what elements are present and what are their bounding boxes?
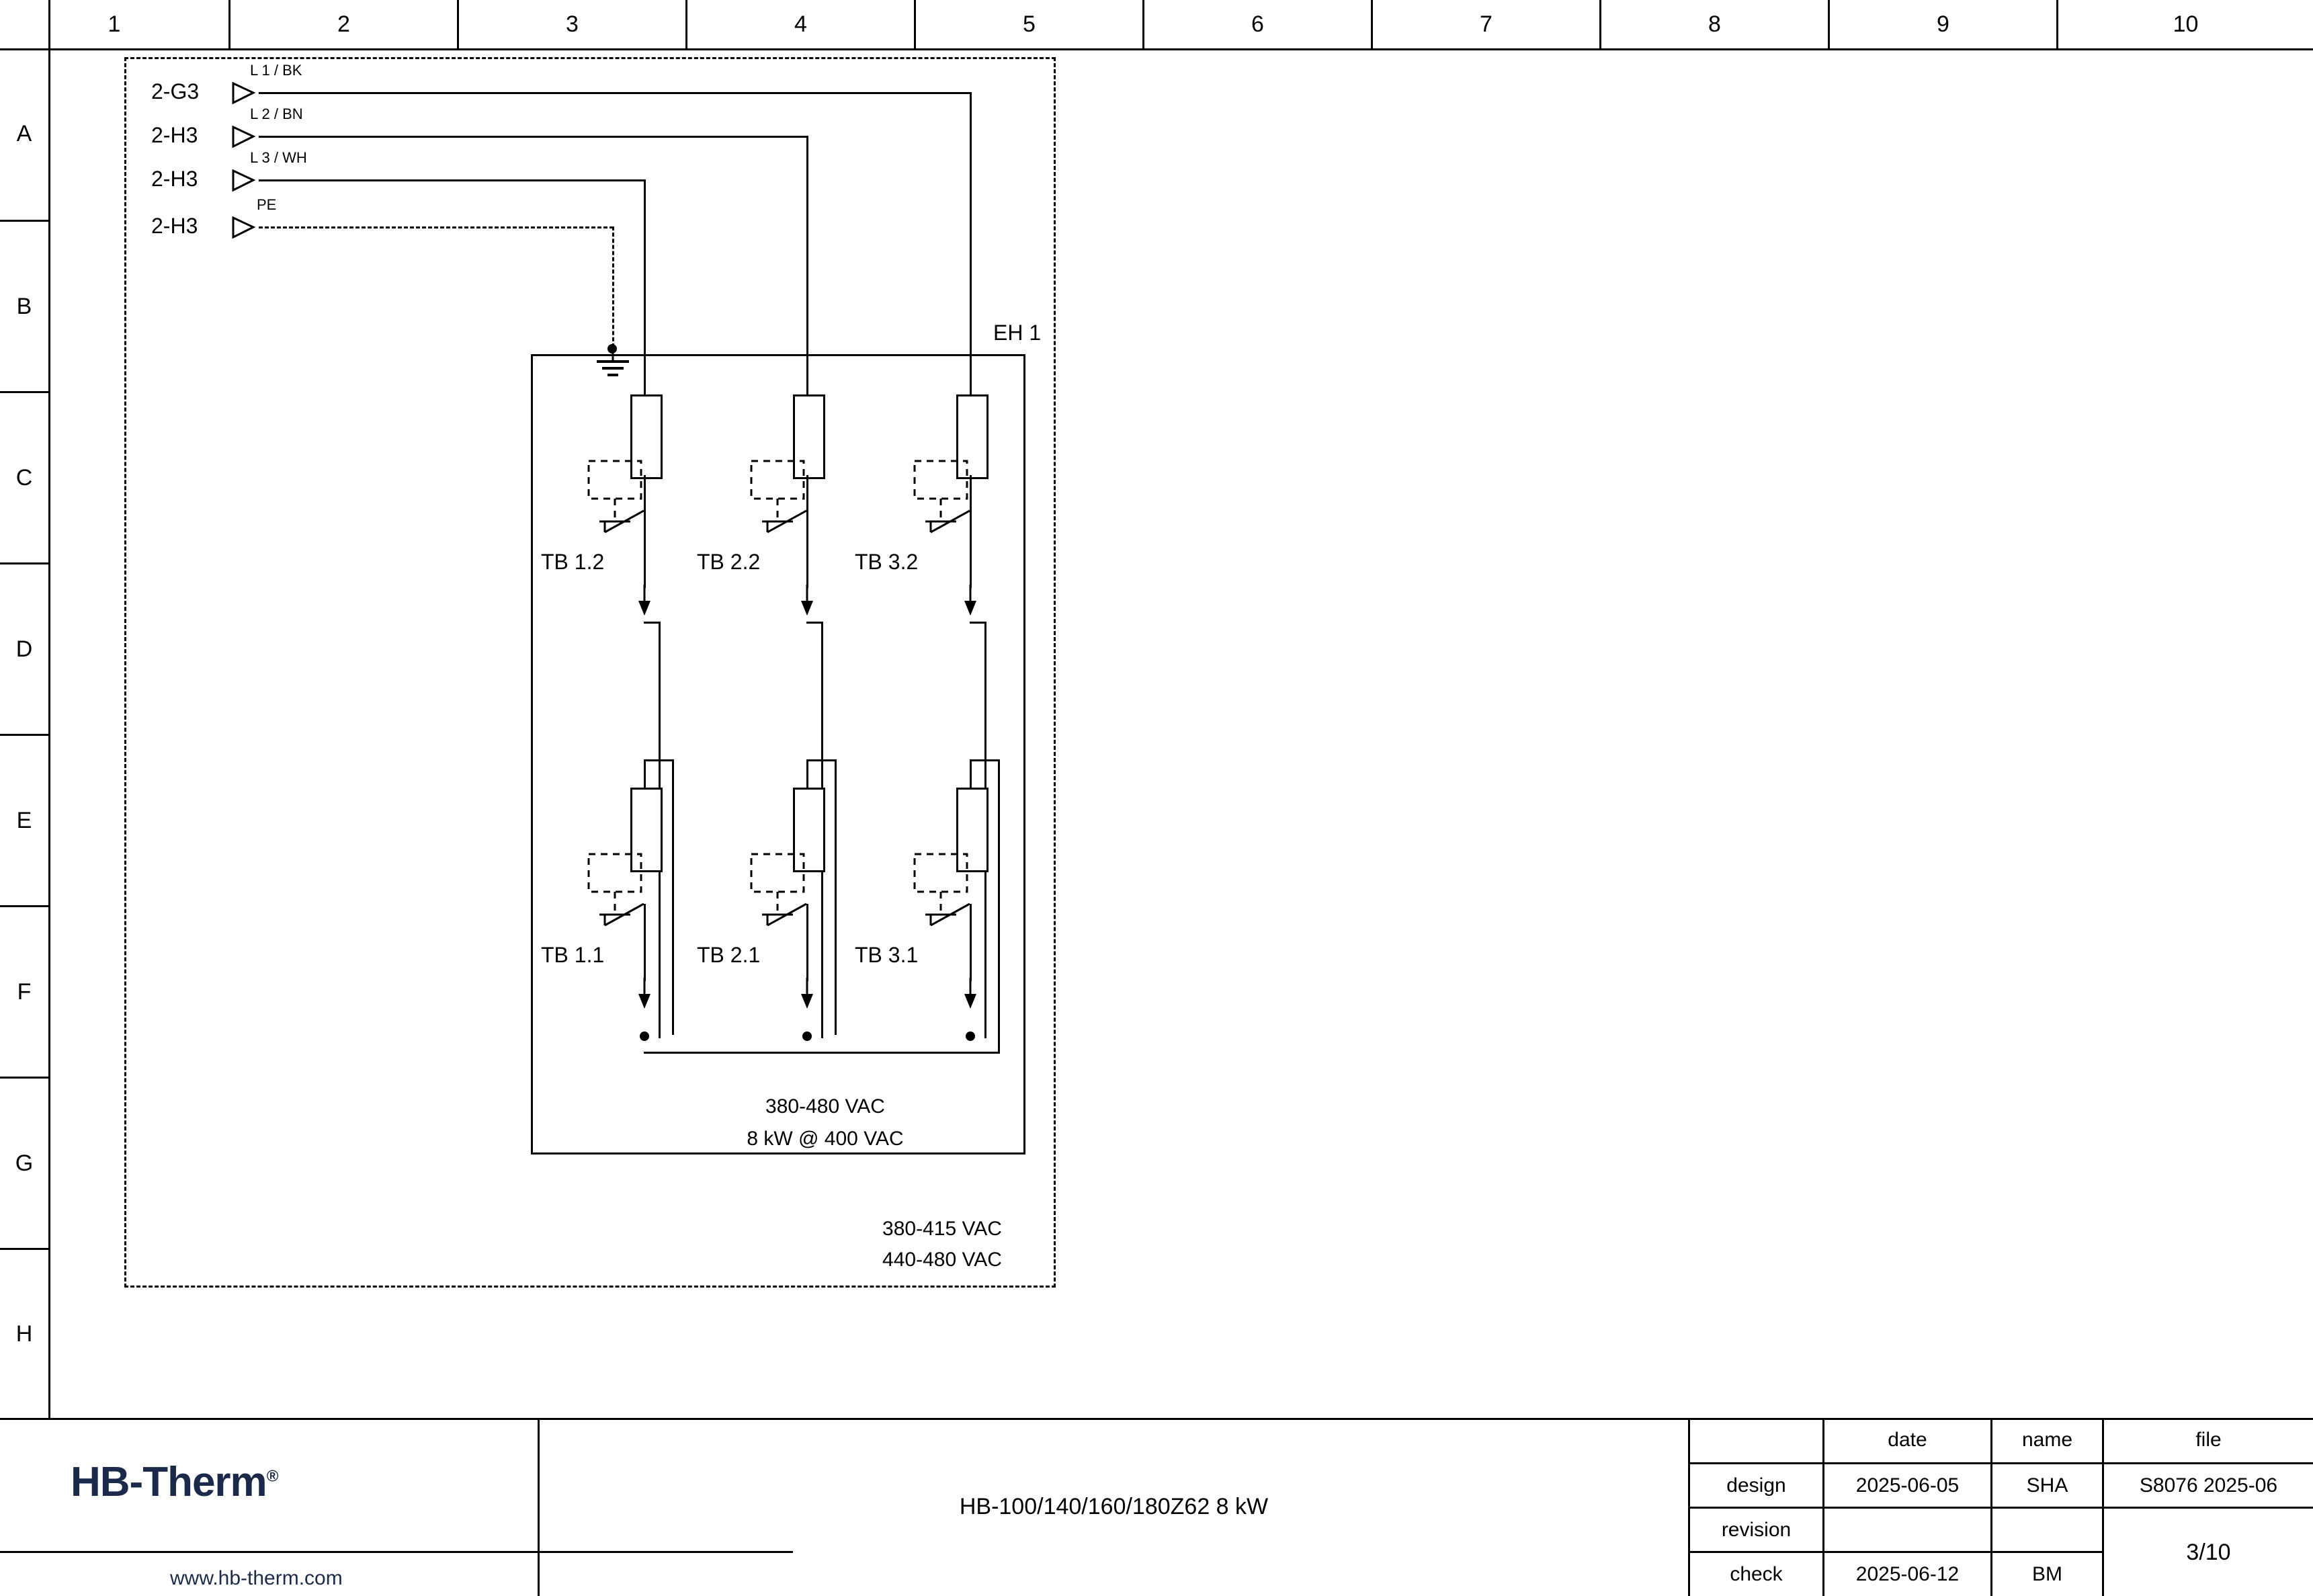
thermostat-tb-3-1-icon bbox=[904, 850, 998, 944]
tb-label-check: check bbox=[1730, 1563, 1783, 1585]
source-wire-label-l1: L 1 / BK bbox=[250, 62, 302, 79]
wire-branch1-bot-down bbox=[644, 904, 646, 981]
tb-label-revision: revision bbox=[1721, 1518, 1792, 1541]
wire-branch2-bot-top bbox=[806, 759, 808, 790]
star-point-dot-2 bbox=[802, 1032, 812, 1041]
sensor-arrow-2-1-icon bbox=[796, 978, 818, 1011]
wire-branch2-contact-down bbox=[806, 511, 808, 588]
col-label-9: 9 bbox=[1937, 11, 1949, 37]
wire-branch3-bot-down bbox=[970, 904, 972, 981]
thermostat-tb-3-2-icon bbox=[904, 457, 998, 551]
wire-branch1-contact-down bbox=[644, 511, 646, 588]
brand-logo bbox=[71, 1458, 278, 1506]
connector-arrow-l2-icon bbox=[232, 126, 259, 149]
wire-branch1-bot-top bbox=[644, 759, 646, 790]
heater-rating-line2: 8 kW @ 400 VAC bbox=[747, 1128, 904, 1150]
wire-l2-horizontal bbox=[259, 136, 808, 138]
tb-design-name: SHA bbox=[2026, 1474, 2068, 1497]
col-label-2: 2 bbox=[337, 11, 350, 37]
sensor-arrow-1-1-icon bbox=[633, 978, 656, 1011]
frame-top-rule bbox=[0, 48, 2313, 50]
heater-eh1-label: EH 1 bbox=[993, 321, 1042, 345]
thermostat-label-tb-3-2: TB 3.2 bbox=[855, 550, 919, 574]
source-wire-label-l3: L 3 / WH bbox=[250, 149, 307, 166]
tb-header-date: date bbox=[1888, 1429, 1927, 1451]
row-label-c: C bbox=[15, 464, 33, 491]
wire-l3-horizontal bbox=[259, 179, 646, 181]
wire-branch3-bot-top bbox=[970, 759, 972, 790]
tb-check-name: BM bbox=[2032, 1563, 2062, 1585]
thermostat-tb-1-2-icon bbox=[578, 457, 672, 551]
sensor-arrow-3-1-icon bbox=[959, 978, 982, 1011]
tb-revision-date bbox=[1824, 1509, 1990, 1551]
tb-file-value: S8076 2025-06 bbox=[2139, 1474, 2278, 1497]
source-tag-pe: 2-H3 bbox=[151, 214, 198, 238]
wire-branch1-bot-right bbox=[672, 759, 674, 1035]
tb-header-file: file bbox=[2195, 1429, 2222, 1451]
wire-branch1-bot-top-h bbox=[644, 759, 673, 761]
thermostat-label-tb-1-2: TB 1.2 bbox=[541, 550, 605, 574]
row-label-h: H bbox=[15, 1320, 33, 1347]
connector-arrow-l1-icon bbox=[232, 82, 259, 105]
connector-arrow-pe-icon bbox=[232, 216, 259, 239]
thermostat-label-tb-2-2: TB 2.2 bbox=[697, 550, 761, 574]
thermostat-label-tb-2-1: TB 2.1 bbox=[697, 943, 761, 967]
source-wire-label-l2: L 2 / BN bbox=[250, 106, 303, 122]
wire-branch3-bot-top-h bbox=[970, 759, 999, 761]
heater-rating-line1: 380-480 VAC bbox=[765, 1095, 885, 1118]
wire-branch3-bot-right bbox=[998, 759, 1000, 1035]
brand-name: HB-Therm bbox=[71, 1459, 267, 1505]
col-label-6: 6 bbox=[1251, 11, 1264, 37]
wire-pe-horizontal bbox=[259, 226, 614, 228]
wire-branch1-mid-jog bbox=[644, 622, 661, 624]
wire-l1-horizontal bbox=[259, 92, 971, 94]
wire-l1-vertical bbox=[970, 92, 972, 394]
wire-star-point-bus bbox=[644, 1052, 1000, 1054]
col-label-1: 1 bbox=[108, 11, 121, 37]
sensor-arrow-3-2-icon bbox=[959, 585, 982, 618]
wire-branch3-contact-down bbox=[970, 511, 972, 588]
thermostat-label-tb-3-1: TB 3.1 bbox=[855, 943, 919, 967]
sensor-arrow-1-2-icon bbox=[633, 585, 656, 618]
col-label-10: 10 bbox=[2173, 11, 2199, 37]
tb-check-date: 2025-06-12 bbox=[1855, 1563, 1960, 1585]
brand-website: www.hb-therm.com bbox=[170, 1567, 343, 1589]
col-label-8: 8 bbox=[1708, 11, 1721, 37]
source-tag-l3: 2-H3 bbox=[151, 167, 198, 191]
sensor-arrow-2-2-icon bbox=[796, 585, 818, 618]
tb-design-date: 2025-06-05 bbox=[1855, 1474, 1960, 1497]
source-tag-l2: 2-H3 bbox=[151, 123, 198, 147]
source-wire-label-pe: PE bbox=[257, 196, 277, 213]
col-label-7: 7 bbox=[1480, 11, 1492, 37]
page-number: 3/10 bbox=[2186, 1539, 2231, 1565]
wire-pe-vertical bbox=[612, 226, 614, 347]
thermostat-tb-1-1-icon bbox=[578, 850, 672, 944]
wire-star-point-riser bbox=[998, 1035, 1000, 1054]
col-label-3: 3 bbox=[566, 11, 579, 37]
col-label-5: 5 bbox=[1023, 11, 1036, 37]
thermostat-tb-2-2-icon bbox=[741, 457, 835, 551]
wire-branch2-bot-right bbox=[835, 759, 837, 1035]
wire-branch2-bot-down bbox=[806, 904, 808, 981]
thermostat-tb-2-1-icon bbox=[741, 850, 835, 944]
tb-revision-name bbox=[1992, 1509, 2102, 1551]
tb-label-design: design bbox=[1726, 1474, 1786, 1497]
brand-registered-mark: ® bbox=[266, 1467, 278, 1486]
col-label-4: 4 bbox=[794, 11, 807, 37]
thermostat-label-tb-1-1: TB 1.1 bbox=[541, 943, 605, 967]
row-label-d: D bbox=[15, 636, 33, 662]
row-label-f: F bbox=[17, 978, 32, 1005]
tb-header-name: name bbox=[2021, 1429, 2073, 1451]
row-label-a: A bbox=[16, 121, 32, 146]
row-label-b: B bbox=[16, 293, 32, 319]
drawing-title: HB-100/140/160/180Z62 8 kW bbox=[959, 1494, 1269, 1519]
star-point-dot-1 bbox=[640, 1032, 649, 1041]
tb-logo-rule-left bbox=[0, 1551, 538, 1553]
title-block bbox=[0, 1418, 2313, 1596]
supply-range-line2: 440-480 VAC bbox=[882, 1249, 1002, 1271]
supply-range-line1: 380-415 VAC bbox=[882, 1218, 1002, 1240]
row-label-g: G bbox=[15, 1150, 34, 1176]
wire-branch2-bot-top-h bbox=[806, 759, 836, 761]
row-label-e: E bbox=[16, 807, 32, 833]
star-point-dot-3 bbox=[966, 1032, 975, 1041]
source-tag-l1: 2-G3 bbox=[151, 79, 200, 103]
connector-arrow-l3-icon bbox=[232, 169, 259, 192]
frame-left-rule bbox=[48, 0, 50, 1418]
